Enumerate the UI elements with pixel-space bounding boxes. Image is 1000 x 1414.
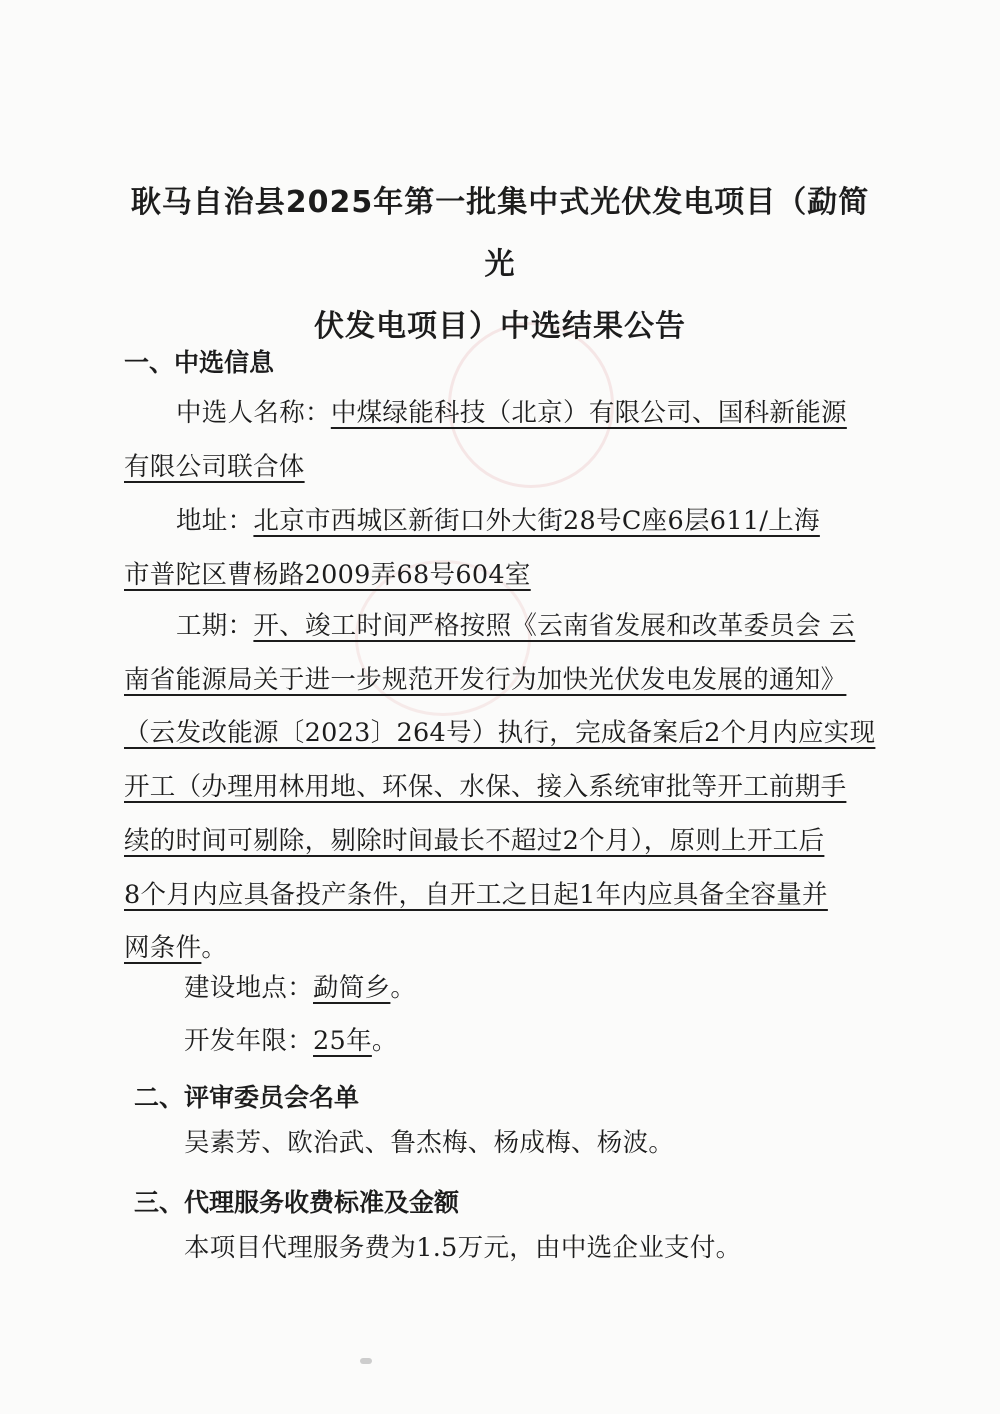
committee-members: 吴素芳、欧治武、鲁杰梅、杨成梅、杨波。 — [184, 1128, 675, 1158]
winner-label: 中选人名称： — [176, 398, 331, 428]
address-paragraph — [124, 495, 884, 602]
document-title — [120, 172, 880, 358]
title-line-1: 耿马自治县2025年第一批集中式光伏发电项目（勐简光 — [130, 185, 870, 282]
address-value-2: 市普陀区曹杨路2009弄68号604室 — [124, 559, 531, 590]
site-label: 建设地点： — [184, 973, 314, 1003]
title-line-2: 伏发电项目）中选结果公告 — [314, 309, 686, 344]
period-value-2: 南省能源局关于进一步规范开发行为加快光伏发电发展的通知》 — [124, 664, 847, 695]
address-label: 地址： — [176, 506, 254, 536]
site-paragraph — [124, 962, 884, 1016]
term-end: 。 — [371, 1026, 398, 1056]
address-value-1: 北京市西城区新街口外大街28号C座6层611/上海 — [253, 506, 820, 536]
service-fee-text: 本项目代理服务费为1.5万元，由中选企业支付。 — [184, 1233, 742, 1263]
section1-heading: 一、中选信息 — [124, 348, 275, 377]
period-value-7: 网条件 — [124, 933, 202, 964]
period-value-3: （云发改能源〔2023〕264号）执行，完成备案后2个月内应实现 — [124, 718, 876, 749]
period-value-1: 开、竣工时间严格按照《云南省发展和改革委员会 云 — [253, 611, 856, 641]
site-end: 。 — [390, 973, 417, 1003]
period-paragraph — [124, 600, 884, 976]
period-value-5: 续的时间可剔除，剔除时间最长不超过2个月），原则上开工后 — [124, 825, 825, 856]
period-end: 。 — [201, 933, 228, 964]
winner-value-1: 中煤绿能科技（北京）有限公司、国科新能源 — [330, 398, 847, 428]
period-value-6: 8个月内应具备投产条件，自开工之日起1年内应具备全容量并 — [124, 879, 828, 910]
winner-paragraph — [124, 387, 884, 494]
scan-smudge — [360, 1358, 372, 1364]
term-paragraph — [124, 1015, 884, 1069]
section3-heading: 三、代理服务收费标准及金额 — [134, 1188, 460, 1217]
site-value: 勐简乡 — [313, 973, 391, 1003]
period-value-4: 开工（办理用林用地、环保、水保、接入系统审批等开工前期手 — [124, 772, 847, 803]
section2-heading: 二、评审委员会名单 — [134, 1083, 360, 1112]
term-label: 开发年限： — [184, 1026, 314, 1056]
period-label: 工期： — [176, 611, 254, 641]
term-value: 25年 — [313, 1026, 372, 1056]
winner-value-2: 有限公司联合体 — [124, 451, 305, 482]
